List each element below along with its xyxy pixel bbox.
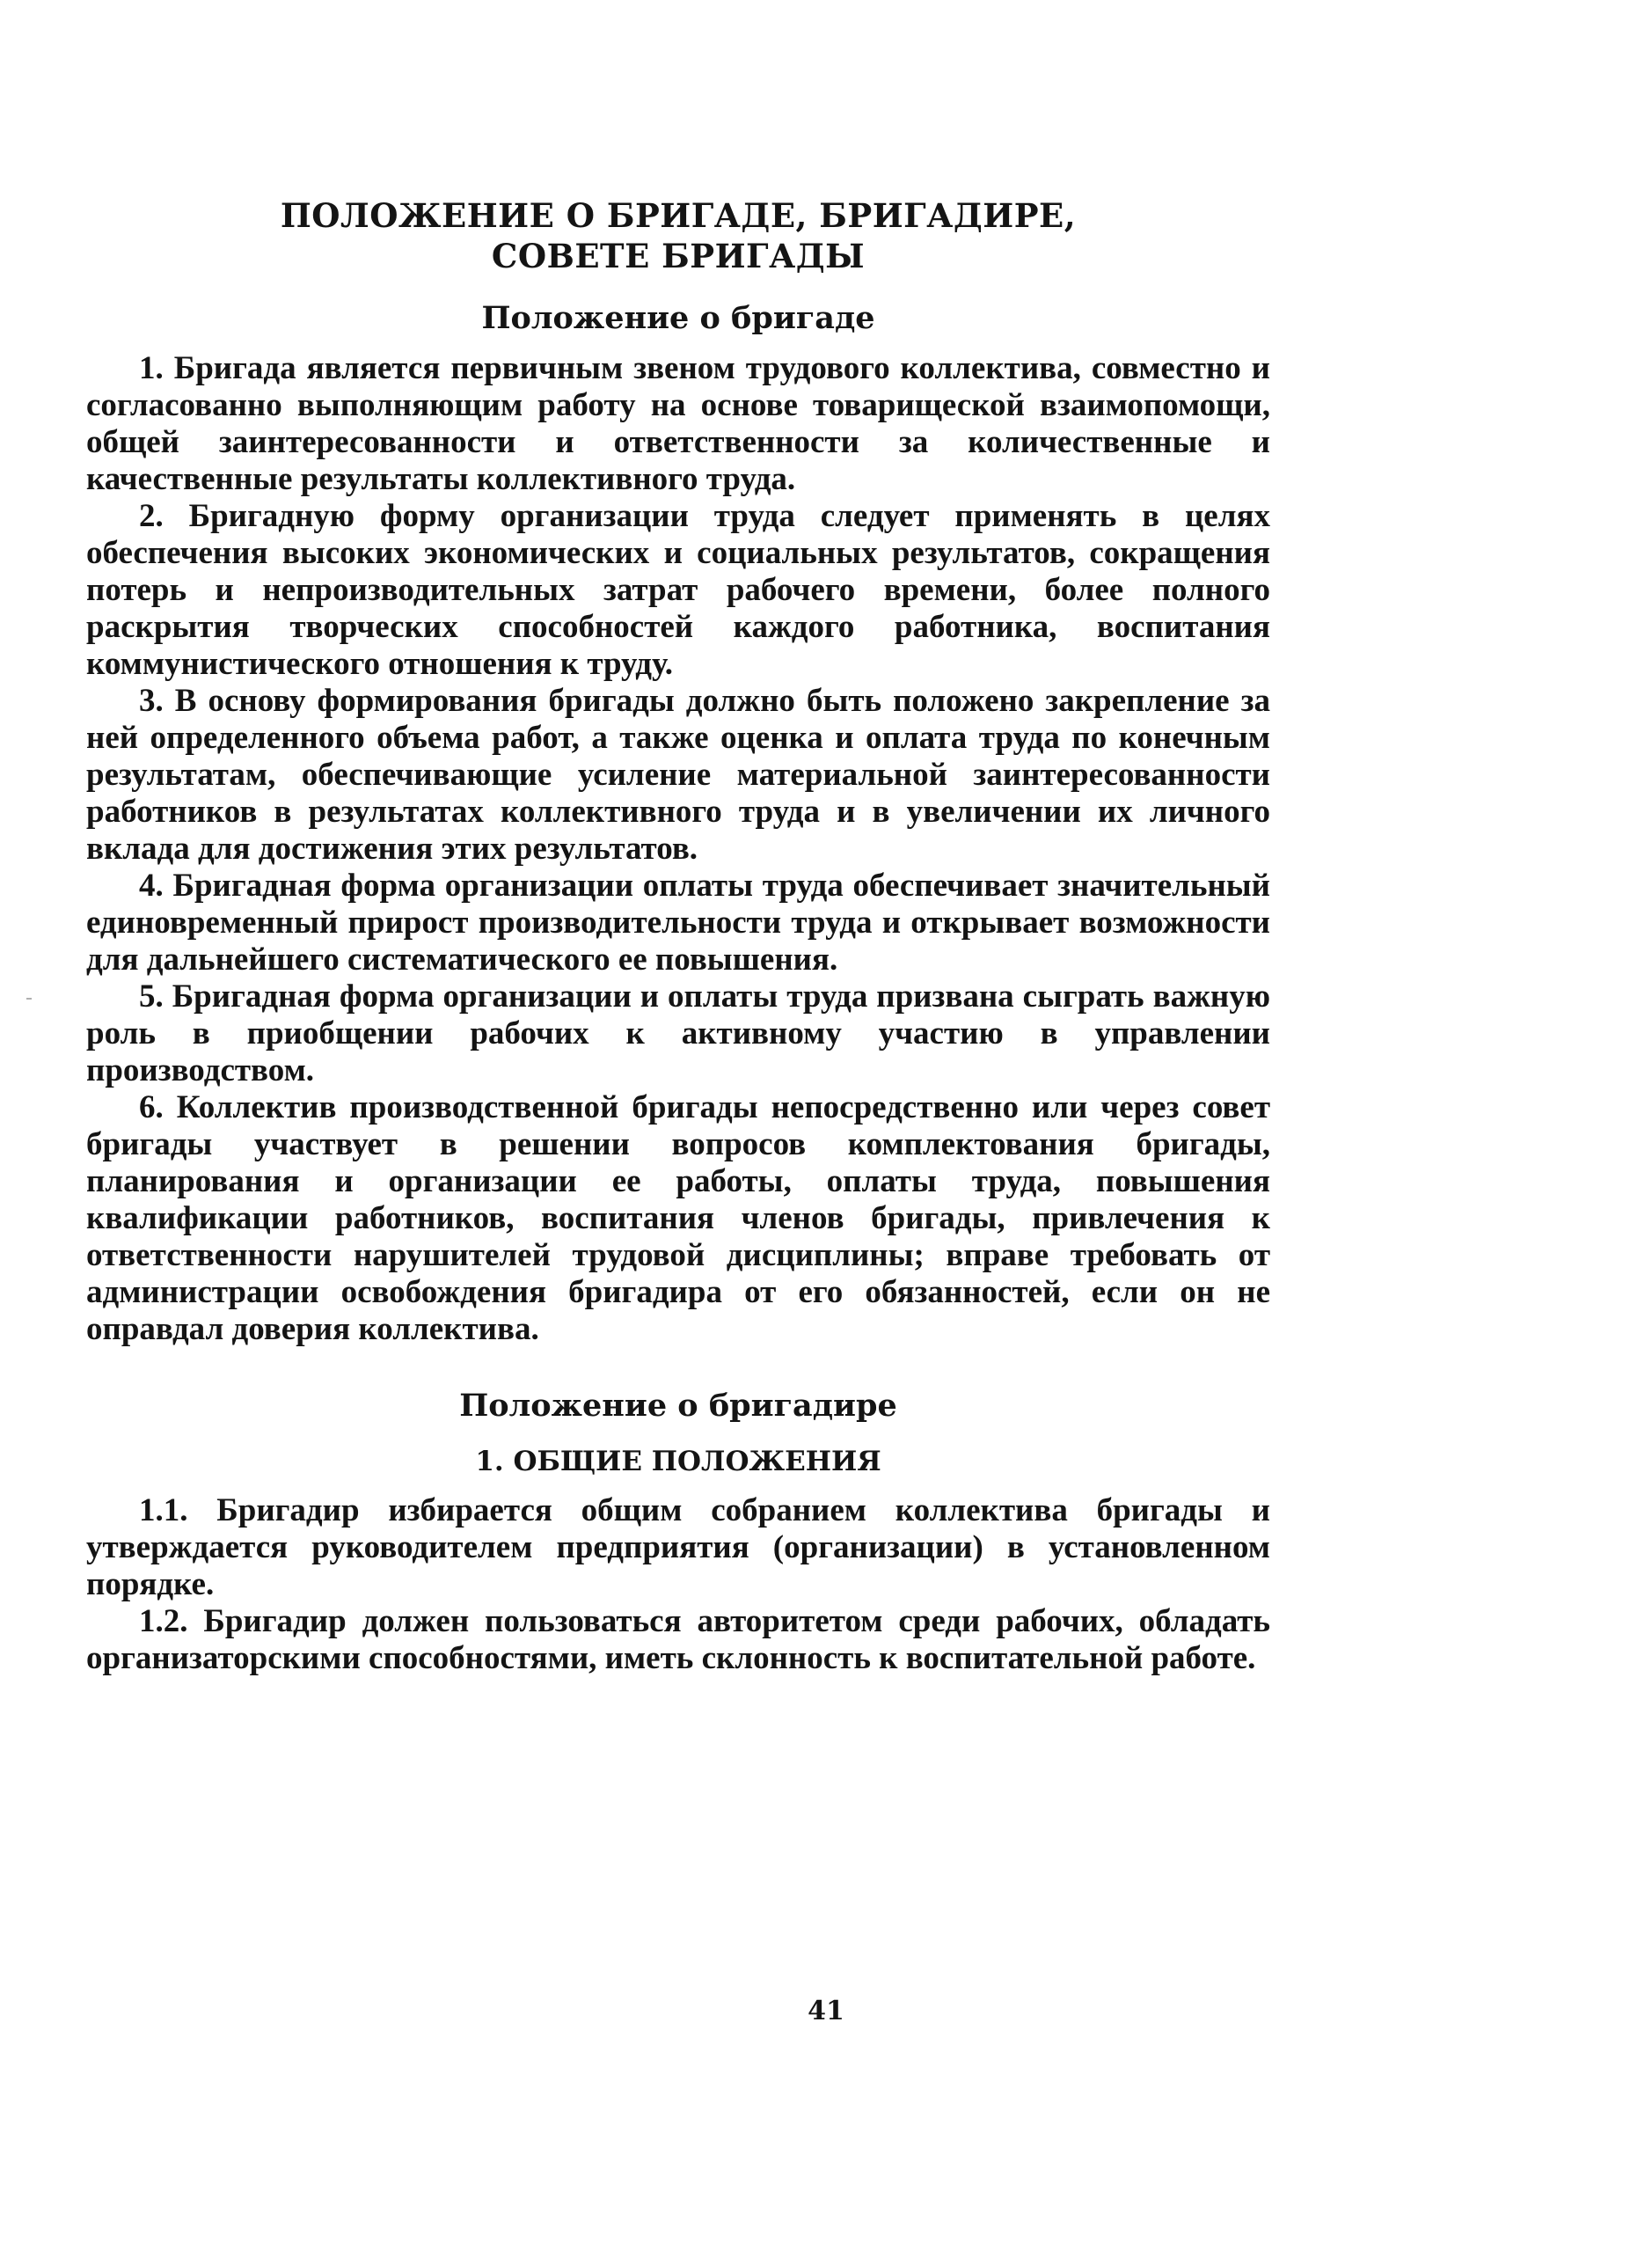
paragraph-5: 5. Бригадная форма организации и оплаты труда призвана сыграть важную роль в приобщении рабочих к активному участию в управлении производством.	[86, 978, 1270, 1088]
paragraph-3: 3. В основу формирования бригады должно быть положено закрепление за ней определенного объема работ, а также оценка и оплата труда по конечным результатам, обеспечивающие усиление материальной заинтересованности работников в результатах коллективного труда и в увеличении их личного вклада для достижения этих результатов.	[86, 683, 1270, 867]
page-number: 41	[808, 1996, 844, 2026]
scan-margin-mark	[26, 998, 32, 1000]
document-title-line-2: СОВЕТЕ БРИГАДЫ	[491, 237, 866, 275]
paragraph-1-2: 1.2. Бригадир должен пользоваться авторитетом среди рабочих, обладать организаторскими способностями, иметь склонность к воспитательной работе.	[86, 1603, 1270, 1676]
paragraph-6: 6. Коллектив производственной бригады непосредственно или через совет бригады участвует в решении вопросов комплектования бригады, планирования и организации ее работы, оплаты труда, повышения квалификации работников, воспитания членов бригады, привлечения к ответственности нарушителей трудовой дисциплины; вправе требовать от администрации освобождения бригадира от его обязанностей, если он не оправдал доверия коллектива.	[86, 1089, 1270, 1347]
subsection-heading-general: 1. ОБЩИЕ ПОЛОЖЕНИЯ	[475, 1446, 881, 1477]
paragraph-1-1: 1.1. Бригадир избирается общим собранием коллектива бригады и утверждается руководителем предприятия (организации) в установленном порядке.	[86, 1492, 1270, 1602]
document-title	[86, 195, 1270, 276]
page-content	[86, 195, 1270, 1677]
paragraph-4: 4. Бригадная форма организации оплаты труда обеспечивает значительный единовременный прирост производительности труда и открывает возможности для дальнейшего систематического ее повышения.	[86, 868, 1270, 978]
paragraph-1: 1. Бригада является первичным звеном трудового коллектива, совместно и согласованно выполняющим работу на основе товарищеской взаимопомощи, общей заинтересованности и ответственности за количественные и качественные результаты коллективного труда.	[86, 350, 1270, 497]
section-heading-brigade: Положение о бригаде	[481, 300, 875, 336]
document-title-line-1: ПОЛОЖЕНИЕ О БРИГАДЕ, БРИГАДИРЕ,	[280, 196, 1077, 235]
paragraph-2: 2. Бригадную форму организации труда следует применять в целях обеспечения высоких экономических и социальных результатов, сокращения потерь и непроизводительных затрат рабочего времени, более полного раскрытия творческих способностей каждого работника, воспитания коммунистического отношения к труду.	[86, 498, 1270, 682]
section-heading-brigadier: Положение о бригадире	[459, 1388, 897, 1424]
